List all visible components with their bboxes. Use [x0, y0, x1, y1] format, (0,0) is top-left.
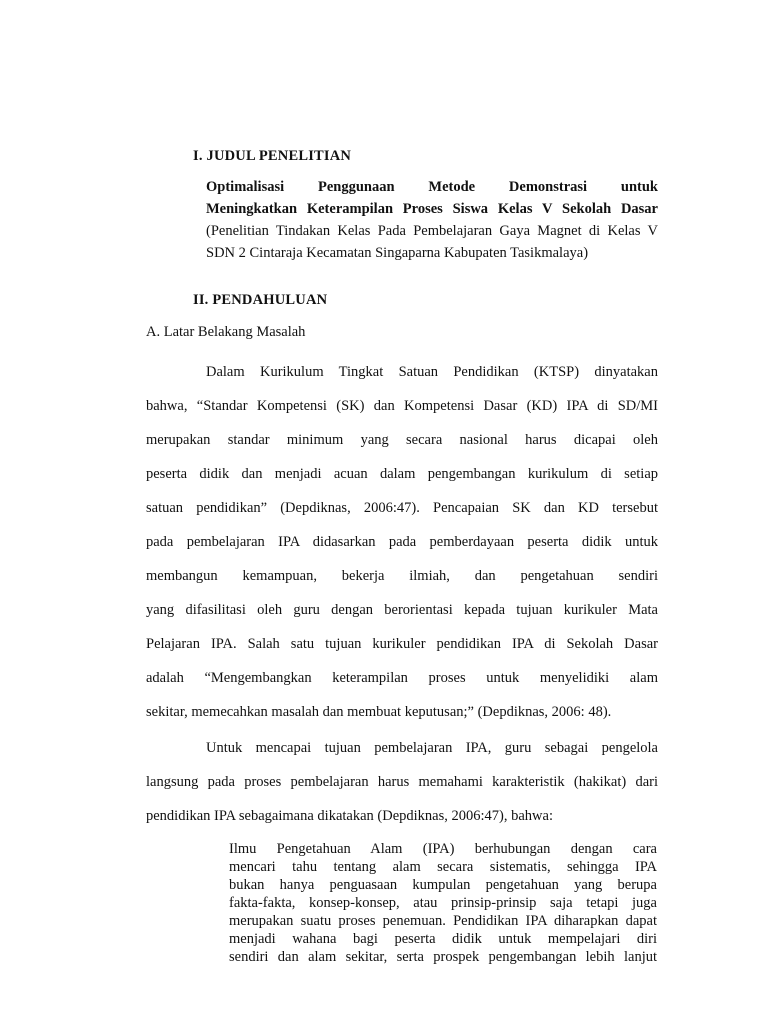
paragraph-line: Pelajaran IPA. Salah satu tujuan kurikuler pendidikan IPA di Sekolah Dasar: [146, 636, 658, 652]
paragraph-line: langsung pada proses pembelajaran harus memahami karakteristik (hakikat) dari: [146, 774, 658, 790]
quote-line: menjadi wahana bagi peserta didik untuk mempelajari diri: [229, 931, 657, 947]
paragraph-line: merupakan standar minimum yang secara nasional harus dicapai oleh: [146, 432, 658, 448]
research-subtitle-line-1: (Penelitian Tindakan Kelas Pada Pembelajaran Gaya Magnet di Kelas V: [206, 223, 658, 239]
paragraph-line: membangun kemampuan, bekerja ilmiah, dan pengetahuan sendiri: [146, 568, 658, 584]
paragraph-line: bahwa, “Standar Kompetensi (SK) dan Kompetensi Dasar (KD) IPA di SD/MI: [146, 398, 658, 414]
research-subtitle-line-2: SDN 2 Cintaraja Kecamatan Singaparna Kabupaten Tasikmalaya): [206, 245, 589, 261]
quote-line: bukan hanya penguasaan kumpulan pengetahuan yang berupa: [229, 877, 657, 893]
section-heading-pendahuluan: II. PENDAHULUAN: [193, 292, 328, 308]
quote-line: merupakan suatu proses penemuan. Pendidikan IPA diharapkan dapat: [229, 913, 657, 929]
paragraph-line: sekitar, memecahkan masalah dan membuat keputusan;” (Depdiknas, 2006: 48).: [146, 704, 612, 720]
research-title-line-1: Optimalisasi Penggunaan Metode Demonstrasi untuk: [206, 179, 658, 195]
subsection-heading-latar-belakang: A. Latar Belakang Masalah: [146, 324, 306, 340]
section-heading-judul: I. JUDUL PENELITIAN: [193, 148, 352, 164]
paragraph-line: adalah “Mengembangkan keterampilan proses untuk menyelidiki alam: [146, 670, 658, 686]
research-title-line-2: Meningkatkan Keterampilan Proses Siswa Kelas V Sekolah Dasar: [206, 201, 658, 217]
paragraph-line: Dalam Kurikulum Tingkat Satuan Pendidikan (KTSP) dinyatakan: [206, 364, 658, 380]
paragraph-line: yang difasilitasi oleh guru dengan berorientasi kepada tujuan kurikuler Mata: [146, 602, 658, 618]
paragraph-line: satuan pendidikan” (Depdiknas, 2006:47). Pencapaian SK dan KD tersebut: [146, 500, 658, 516]
paragraph-line: Untuk mencapai tujuan pembelajaran IPA, guru sebagai pengelola: [206, 740, 658, 756]
paragraph-line: pada pembelajaran IPA didasarkan pada pemberdayaan peserta didik untuk: [146, 534, 658, 550]
quote-line: mencari tahu tentang alam secara sistematis, sehingga IPA: [229, 859, 657, 875]
quote-line: fakta-fakta, konsep-konsep, atau prinsip-prinsip saja tetapi juga: [229, 895, 657, 911]
paragraph-line: pendidikan IPA sebagaimana dikatakan (Depdiknas, 2006:47), bahwa:: [146, 808, 553, 824]
paragraph-line: peserta didik dan menjadi acuan dalam pengembangan kurikulum di setiap: [146, 466, 658, 482]
quote-line: Ilmu Pengetahuan Alam (IPA) berhubungan dengan cara: [229, 841, 657, 857]
quote-line: sendiri dan alam sekitar, serta prospek pengembangan lebih lanjut: [229, 949, 657, 965]
